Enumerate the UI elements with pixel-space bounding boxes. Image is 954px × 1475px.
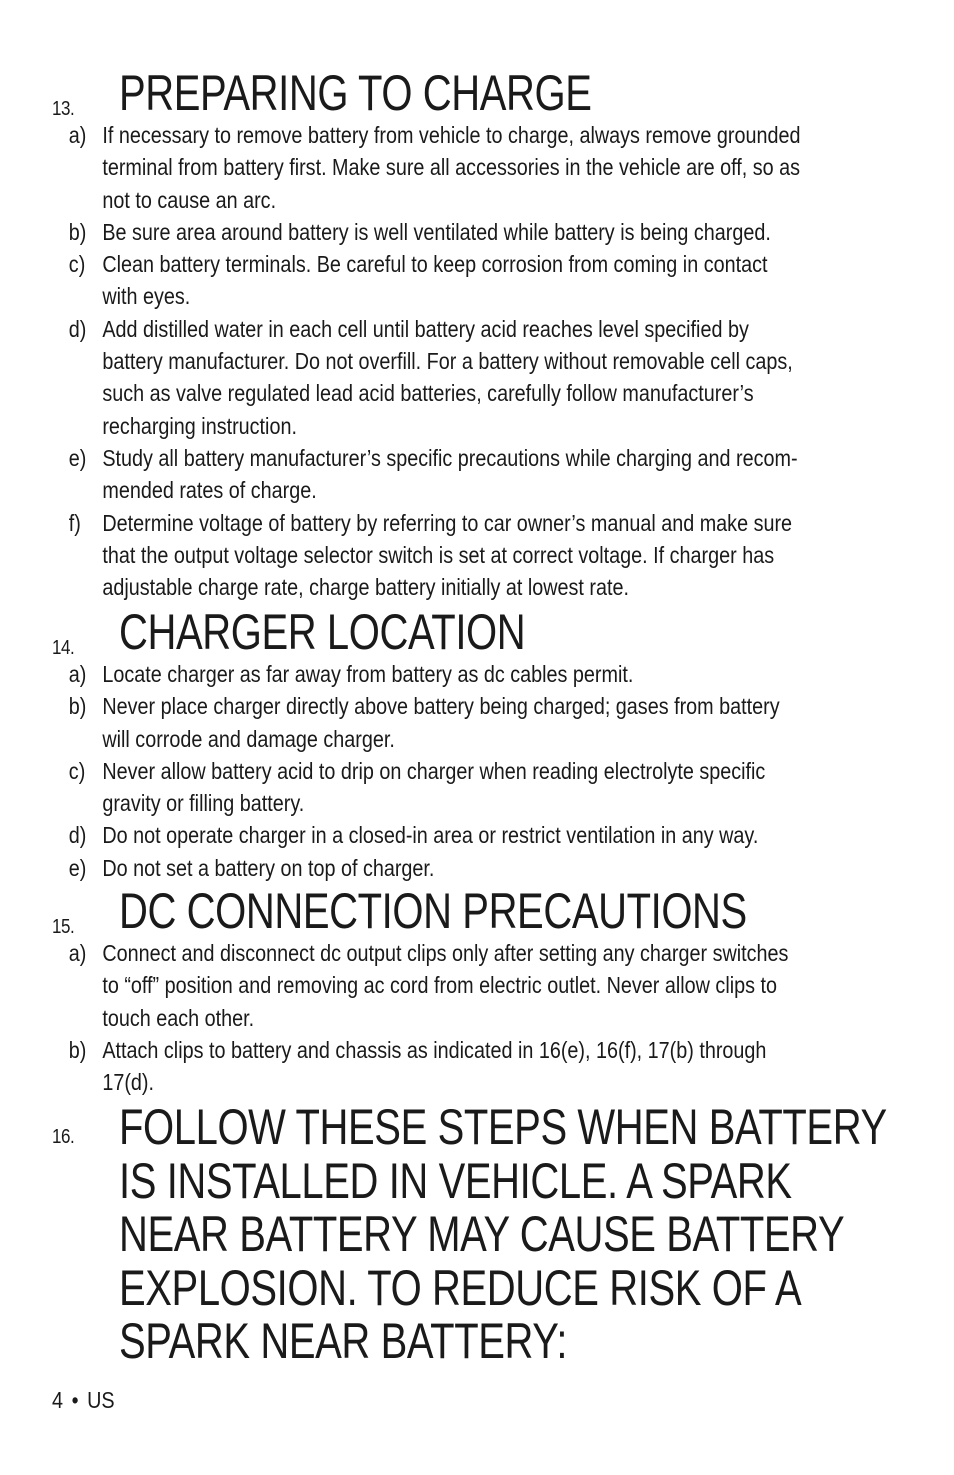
section-header	[0, 606, 954, 658]
section-header	[0, 885, 954, 937]
list-item	[0, 852, 877, 884]
section-number: 16.	[52, 1126, 75, 1148]
footer-separator: •	[71, 1387, 79, 1413]
item-text: Study all battery manufacturer’s specific precautions while charging and recom- mended rates of charge.	[102, 444, 798, 504]
page-number: 4	[52, 1387, 64, 1413]
item-text: Do not operate charger in a closed-in area or restrict ventilation in any way.	[102, 822, 759, 849]
item-text: Determine voltage of battery by referring to car owner’s manual and make sure that the output voltage selector switch is set at correct voltage. If charger has adjustable charge rate, charge battery initially at lowest rate.	[102, 509, 793, 601]
section-15	[0, 885, 954, 1098]
item-letter: f)	[68, 509, 81, 536]
item-text: Locate charger as far away from battery as dc cables permit.	[102, 661, 634, 687]
section-header	[0, 1101, 954, 1369]
item-letter: b)	[68, 693, 87, 720]
list-item	[0, 755, 877, 820]
item-letter: e)	[68, 444, 87, 471]
item-letter: a)	[68, 122, 87, 148]
section-14	[0, 606, 954, 884]
item-text: Clean battery terminals. Be careful to keep corrosion from coming in contact with eyes.	[102, 251, 768, 310]
section-title: PREPARING TO CHARGE	[119, 65, 592, 121]
region-label: US	[87, 1387, 115, 1413]
item-text: If necessary to remove battery from vehicle to charge, always remove grounded terminal from battery first. Make sure all accessories in the vehicle are off, so as not to cause an arc.	[102, 122, 801, 213]
item-letter: e)	[68, 854, 87, 881]
item-letter: d)	[68, 315, 87, 342]
item-letter: a)	[68, 940, 87, 966]
section-number: 15.	[52, 916, 75, 938]
item-text: Be sure area around battery is well ventilated while battery is being charged.	[102, 218, 771, 245]
item-text: Never place charger directly above battery being charged; gases from battery will corrode and damage charger.	[102, 693, 780, 752]
section-title: FOLLOW THESE STEPS WHEN BATTERY IS INSTALLED IN VEHICLE. A SPARK NEAR BATTERY MAY CAUSE BATTERY EXPLOSION. TO REDUCE RISK OF A SPARK NEAR BATTERY:	[119, 1099, 887, 1369]
section-title: CHARGER LOCATION	[119, 604, 526, 660]
list-item	[0, 313, 877, 442]
list-item	[0, 442, 877, 507]
item-list	[0, 119, 954, 603]
section-number: 14.	[52, 637, 75, 659]
section-title: DC CONNECTION PRECAUTIONS	[119, 883, 747, 939]
list-item	[0, 937, 877, 1034]
item-letter: c)	[68, 251, 86, 278]
item-list	[0, 937, 954, 1098]
item-text: Do not set a battery on top of charger.	[102, 854, 435, 881]
item-letter: a)	[68, 661, 87, 687]
list-item	[0, 819, 877, 851]
section-number: 13.	[52, 98, 75, 120]
list-item	[0, 248, 877, 313]
section-header	[0, 67, 954, 119]
item-text: Connect and disconnect dc output clips only after setting any charger switches to “off” position and removing ac cord from electric outlet. Never allow clips to touch each other.	[102, 940, 789, 1031]
list-item	[0, 690, 877, 755]
page-footer	[52, 1385, 115, 1415]
list-item	[0, 216, 877, 248]
list-item	[0, 119, 877, 216]
item-list	[0, 658, 954, 884]
item-letter: c)	[68, 757, 86, 784]
section-13	[0, 67, 954, 603]
item-text: Never allow battery acid to drip on charger when reading electrolyte specific gravity or filling battery.	[102, 757, 766, 817]
item-letter: b)	[68, 218, 87, 245]
item-text: Attach clips to battery and chassis as indicated in 16(e), 16(f), 17(b) through 17(d).	[102, 1036, 767, 1096]
list-item	[0, 1034, 877, 1099]
section-16	[0, 1101, 954, 1369]
list-item	[0, 507, 877, 604]
item-text: Add distilled water in each cell until battery acid reaches level specified by battery manufacturer. Do not overfill. For a battery without removable cell caps, such as valve regulated lead acid batteries, carefully follow manufacturer’s recharging instruction.	[102, 315, 793, 439]
list-item	[0, 658, 877, 690]
item-letter: d)	[68, 822, 87, 849]
item-letter: b)	[68, 1036, 87, 1063]
